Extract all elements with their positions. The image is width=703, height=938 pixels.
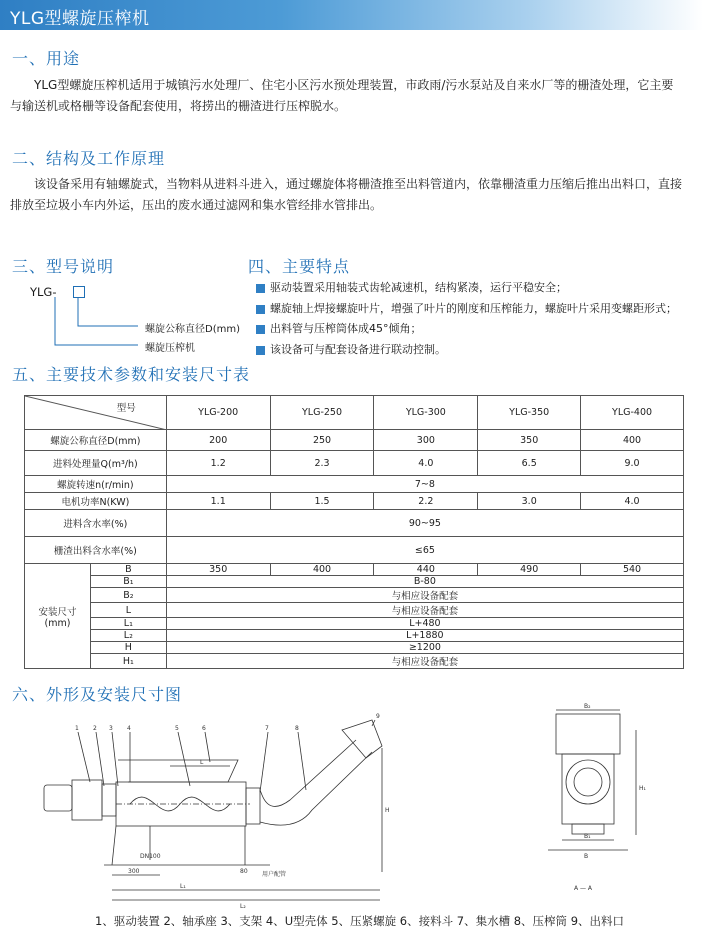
table-row: [25, 603, 684, 618]
row-label: L₂: [90, 630, 166, 642]
heading-params: 五、主要技术参数和安装尺寸表: [12, 365, 251, 384]
model-label-diameter: 螺旋公称直径D(mm): [145, 324, 240, 335]
model-header: YLG-200: [166, 396, 270, 430]
discharge-outlet: [342, 720, 382, 758]
row-label: 电机功率N(KW): [25, 493, 167, 510]
model-header: YLG-300: [374, 396, 478, 430]
table-cell: 4.0: [374, 451, 478, 476]
row-label: H: [90, 642, 166, 654]
table-row: [25, 396, 684, 430]
row-label: 螺旋转速n(r/min): [25, 476, 167, 493]
structure-text: 该设备采用有轴螺旋式，当物料从进料斗进入，通过螺旋体将栅渣推至出料管道内，依靠栅渣重力压缩后推出出料口，直接排放至垃圾小车内外运，压出的废水通过滤网和集水管经排水管排出。: [10, 177, 683, 212]
table-cell: ≥1200: [166, 642, 683, 654]
table-row: [25, 564, 684, 576]
heading-usage: 一、用途: [12, 49, 81, 68]
label-4: 4: [127, 725, 131, 732]
table-cell: 400: [581, 430, 684, 451]
table-cell: B-80: [166, 576, 683, 588]
drive-motor: [44, 785, 72, 811]
dim-B1: B₁: [584, 833, 591, 840]
model-header: YLG-400: [581, 396, 684, 430]
table-cell: 2.3: [270, 451, 374, 476]
table-row: [25, 430, 684, 451]
row-label: L₁: [90, 618, 166, 630]
dim-H: H: [385, 807, 390, 814]
hopper: [118, 760, 238, 782]
bullet-icon: [256, 284, 265, 293]
install-label-cell: 安装尺寸 (mm): [25, 564, 91, 669]
label-1: 1: [75, 725, 79, 732]
dim-H1: H₁: [639, 785, 646, 792]
model-header: YLG-350: [478, 396, 581, 430]
dim-L1: L₁: [180, 883, 186, 890]
table-cell: 350: [166, 564, 270, 576]
table-row: [25, 654, 684, 669]
label-2: 2: [93, 725, 97, 732]
table-cell: 540: [581, 564, 684, 576]
label-8: 8: [295, 725, 299, 732]
table-row: [25, 510, 684, 537]
table-cell: 490: [478, 564, 581, 576]
row-label: 进料处理量Q(m³/h): [25, 451, 167, 476]
dim-80: 80: [240, 868, 248, 875]
model-label-name: 螺旋压榨机: [145, 343, 195, 354]
row-label: B₁: [90, 576, 166, 588]
label-6: 6: [202, 725, 206, 732]
list-item: 出料管与压榨筒体成45°倾角；: [256, 319, 701, 340]
list-item: 该设备可与配套设备进行联动控制。: [256, 340, 701, 361]
table-cell: 440: [374, 564, 478, 576]
dim-300: 300: [128, 868, 140, 875]
section-body: [562, 754, 614, 824]
table-cell: 200: [166, 430, 270, 451]
table-cell: L+1880: [166, 630, 683, 642]
dim-L2: L₂: [240, 903, 246, 910]
table-cell: 与相应设备配套: [166, 588, 683, 603]
row-label: 螺旋公称直径D(mm): [25, 430, 167, 451]
table-row: [25, 576, 684, 588]
page-title: YLG型螺旋压榨机: [10, 9, 150, 29]
table-cell: ≤65: [166, 537, 683, 564]
section-top-box: [556, 714, 620, 754]
installation-drawing: [0, 700, 703, 910]
table-cell: 7~8: [166, 476, 683, 493]
table-row: [25, 476, 684, 493]
table-cell: 1.2: [166, 451, 270, 476]
table-cell: 与相应设备配套: [166, 654, 683, 669]
list-item: 驱动装置采用轴装式齿轮减速机，结构紧凑，运行平稳安全；: [256, 278, 701, 299]
table-cell: 3.0: [478, 493, 581, 510]
label-7: 7: [265, 725, 269, 732]
table-cell: 400: [270, 564, 374, 576]
model-prefix: YLG-: [30, 285, 57, 299]
dim-B2: B₂: [584, 703, 591, 710]
table-corner-cell: 型号: [25, 396, 167, 430]
table-cell: 1.1: [166, 493, 270, 510]
table-cell: 9.0: [581, 451, 684, 476]
table-cell: 与相应设备配套: [166, 603, 683, 618]
label-9: 9: [376, 713, 380, 720]
table-row: [25, 642, 684, 654]
drawing-caption: 1、驱动装置 2、轴承座 3、支架 4、U型壳体 5、压紧螺旋 6、接料斗 7、集水槽 8、压榨筒 9、出料口: [95, 914, 625, 928]
dim-B: B: [584, 853, 589, 860]
table-cell: 1.5: [270, 493, 374, 510]
dim-dn100: DN100: [140, 853, 161, 860]
table-row: [25, 588, 684, 603]
corner-diagonal: [25, 396, 167, 430]
usage-text: YLG型螺旋压榨机适用于城镇污水处理厂、住宅小区污水预处理装置，市政雨/污水泵站及自来水厂等的栅渣处理，它主要与输送机或格栅等设备配套使用，将捞出的栅渣进行压榨脱水。: [10, 78, 674, 113]
row-label: L: [90, 603, 166, 618]
label-5: 5: [175, 725, 179, 732]
row-label: 进料含水率(%): [25, 510, 167, 537]
row-label: B₂: [90, 588, 166, 603]
section-label: A — A: [574, 885, 593, 892]
heading-features: 四、主要特点: [248, 257, 351, 276]
row-label: B: [90, 564, 166, 576]
table-row: [25, 493, 684, 510]
table-row: [25, 537, 684, 564]
table-cell: 250: [270, 430, 374, 451]
gear-reducer: [72, 780, 102, 820]
feature-list: [256, 278, 701, 360]
note-user-pipe: 用户配管: [262, 871, 287, 878]
bullet-icon: [256, 325, 265, 334]
table-row: [25, 451, 684, 476]
table-cell: L+480: [166, 618, 683, 630]
table-cell: 300: [374, 430, 478, 451]
table-cell: 90~95: [166, 510, 683, 537]
table-cell: 2.2: [374, 493, 478, 510]
row-label: 栅渣出料含水率(%): [25, 537, 167, 564]
table-cell: 4.0: [581, 493, 684, 510]
dim-L: L: [200, 759, 204, 766]
table-row: [25, 630, 684, 642]
heading-model: 三、型号说明: [12, 257, 115, 276]
table-cell: 6.5: [478, 451, 581, 476]
row-label: H₁: [90, 654, 166, 669]
bullet-icon: [256, 305, 265, 314]
list-item: 螺旋轴上焊接螺旋叶片，增强了叶片的刚度和压榨能力，螺旋叶片采用变螺距形式；: [256, 299, 701, 320]
label-3: 3: [109, 725, 113, 732]
bearing-seat: [102, 784, 116, 816]
heading-structure: 二、结构及工作原理: [12, 149, 166, 168]
bullet-icon: [256, 346, 265, 355]
model-header: YLG-250: [270, 396, 374, 430]
table-cell: 350: [478, 430, 581, 451]
spec-table: [24, 395, 684, 669]
table-row: [25, 618, 684, 630]
heading-drawing: 六、外形及安装尺寸图: [12, 685, 183, 704]
